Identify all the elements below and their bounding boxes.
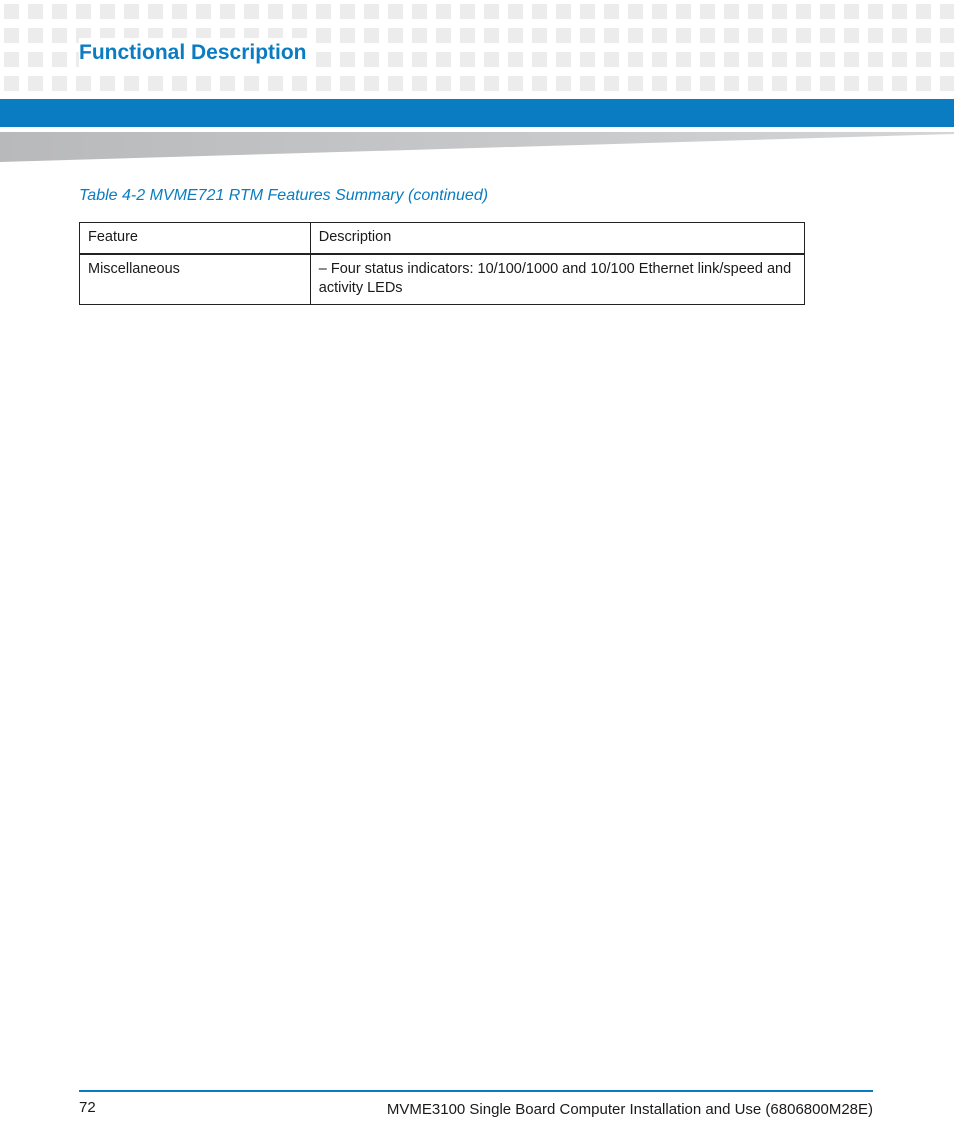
page-number: 72 [79, 1099, 96, 1116]
table-header-row [80, 223, 805, 255]
column-header-description: Description [310, 223, 804, 255]
footer-rule [79, 1090, 873, 1092]
feature-cell: Miscellaneous [80, 254, 311, 305]
chapter-title: Functional Description [79, 38, 311, 68]
footer-document-title: MVME3100 Single Board Computer Installation and Use (6806800M28E) [386, 1101, 873, 1118]
table-caption: Table 4-2 MVME721 RTM Features Summary (continued) [79, 187, 489, 204]
header-grey-wedge [0, 132, 954, 162]
description-cell: – Four status indicators: 10/100/1000 and 10/100 Ethernet link/speed and activity LEDs [310, 254, 804, 305]
table-row [80, 254, 805, 305]
column-header-feature: Feature [80, 223, 311, 255]
header-blue-band [0, 99, 954, 127]
features-table [79, 222, 805, 305]
